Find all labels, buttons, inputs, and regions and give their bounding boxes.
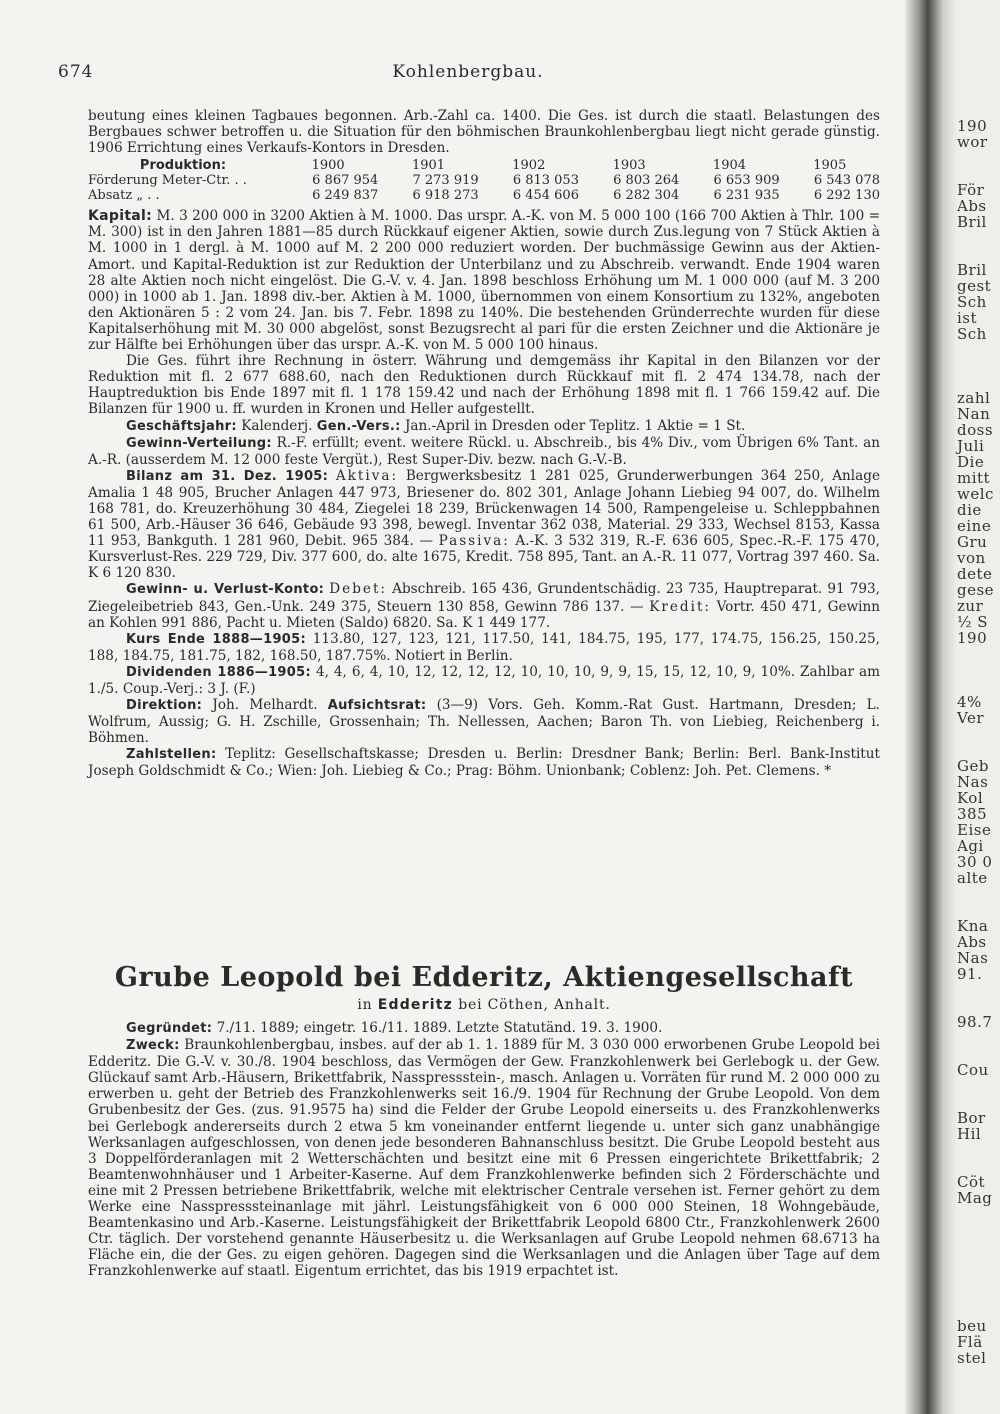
fragment-line: Bril bbox=[957, 213, 987, 231]
fragment-line: Die bbox=[957, 453, 985, 471]
direktion-label: Direktion: bbox=[126, 698, 203, 714]
fragment-line: ist bbox=[957, 309, 978, 327]
passiva-label: Passiva: bbox=[438, 533, 510, 550]
fragment-line: Sch bbox=[957, 325, 987, 343]
aufsichtsrat-text: (3—9) Vors. Geh. Komm.-Rat Gust. Hartmann, Dresden; L. Wolfrum, Aussig; G. H. Zschille, Grossenhain; Th. Nellessen, Aachen; Baron Th. von Liebieg, Reichenberg i. Böhmen. bbox=[88, 697, 880, 747]
geschaeftsjahr-label: Geschäftsjahr: bbox=[126, 418, 237, 434]
fragment-line: 190 bbox=[957, 117, 988, 135]
value-cell: 6 653 909 bbox=[713, 173, 780, 189]
fragment-line: 190 bbox=[957, 629, 988, 647]
fragment-line: gese bbox=[957, 581, 995, 599]
fragment-line: Flä bbox=[957, 1333, 983, 1351]
fragment-line: welc bbox=[957, 485, 994, 503]
gegruendet-label: Gegründet: bbox=[126, 1021, 213, 1036]
fragment-line: stel bbox=[957, 1349, 987, 1367]
production-label: Produktion: bbox=[139, 158, 227, 174]
fragment-line: 4% bbox=[957, 693, 982, 711]
fragment-line: beu bbox=[957, 1317, 987, 1335]
aufsichtsrat-label: Aufsichtsrat: bbox=[327, 698, 427, 714]
aktiva-text: Bergwerksbesitz 1 281 025, Grunderwerbungen 364 250, Anlage Amalia 1 48 905, Brucher Anlagen 447 973, Briesener do. 802 301, Anlage Johann Liebieg 94 007, do. Wilhelm 168 781, do. Kreuzerhöhung 30 484, Ziegelei 18 239, Brückenwagen 14 500, Rampengeleise u. Schleppbahnen 61 500, Arb.-Häuser 36 646, Gebäude 93 398, bewegl. Inventar 362 038, Material. 29 333, Wechsel 8153, Kassa 11 953, Bankguth. 1 281 960, Debit. 965 384. — bbox=[88, 467, 880, 550]
zahlstellen-label: Zahlstellen: bbox=[126, 747, 217, 763]
fragment-line: zur bbox=[957, 597, 984, 615]
value-cell: 6 543 078 bbox=[813, 173, 880, 189]
kredit-label: Kredit: bbox=[649, 598, 712, 615]
value-cell: 6 454 606 bbox=[512, 188, 579, 204]
gewinn-verteilung-section bbox=[88, 435, 880, 468]
dividenden-section bbox=[88, 664, 880, 697]
fragment-line: Eise bbox=[957, 821, 992, 839]
fragment-line: von bbox=[957, 549, 986, 567]
fragment-line: 91. bbox=[957, 965, 983, 983]
zahlstellen-section bbox=[88, 746, 880, 779]
gen-vers-text: Jan.-April in Dresden oder Teplitz. 1 Aktie = 1 St. bbox=[404, 417, 746, 434]
intro-paragraph: beutung eines kleinen Tagbaues begonnen. Arb.-Zahl ca. 1400. Die Ges. ist durch die staatl. Belastungen des Bergbaues schwer betroffen u. die Situation für den böhmischen Braunkohlenbergbau liegt nicht gerade günstig. 1906 Errichtung eines Verkaufs-Kontors in Dresden. bbox=[88, 108, 880, 157]
dividenden-label: Dividenden 1886—1905: bbox=[126, 664, 311, 680]
production-row bbox=[88, 188, 880, 203]
company2-location bbox=[88, 997, 880, 1013]
fragment-line: mitt bbox=[957, 469, 991, 487]
fragment-line: Abs bbox=[957, 197, 987, 215]
value-cell: 7 273 919 bbox=[412, 173, 479, 189]
zweck-text: Braunkohlenbergbau, insbes. auf der ab 1. 1. 1889 für M. 3 030 000 erworbenen Grube Leopold bei Edderitz. Die G.-V. v. 30./8. 1904 beschloss, das Vermögen der Gew. Franzkohlenwerk bei Gerlebogk u. der Gew. Glückauf samt Arb.-Häusern, Brikettfabrik, Nasspressstein-, masch. Anlagen u. Vorräten für rund M. 2 000 000 zu erwerben u. geht der Betrieb des Franzkohlenwerks seit 16./9. 1904 für Rechnung der Grube Leopold. Von dem Grubenbesitz der Ges. (zus. 91.9575 ha) sind die Felder der Grube Leopold einerseits u. des Franzkohlenwerks bei Gerlebogk andererseits durch 2 etwa 5 km voneinander entfernt liegende u. unter sich ganz unabhängige Werksanlagen aufgeschlossen, von denen jede besonderen Bahnanschluss besitzt. Die Grube Leopold besteht aus 3 Doppelförderanlagen mit 2 Wetterschächten und besitzt eine mit 6 Pressen eingerichtete Brikettfabrik; 2 Beamtenwohnhäuser und 1 Arbeiter-Kaserne. Auf dem Franzkohlenwerke befinden sich 2 Förderschächte und eine mit 2 Pressen betriebene Brikettfabrik, welche mit elektrischer Centrale versehen ist. Ferner gehört zu dem Werke eine Nasspresssteinanlage mit jährl. Leistungsfähigkeit von 6 000 000 Steinen, 18 Wohngebäude, Beamtenkasino und Arb.-Kaserne. Leistungsfähigkeit der Brikettfabrik Leopold 6800 Ctr., Franzkohlenwerk 2600 Ctr. täglich. Der vorstehend genannte Häuserbesitz u. die Werksanlagen auf Grube Leopold nehmen 68.6713 ha Fläche ein, die der Ges. zu eigen gehören. Dagegen sind die Werksanlagen und die Anlagen über Tage auf dem Franzkohlenwerke auf staatl. Eigentum errichtet, das bis 1919 erpachtet ist. bbox=[88, 1037, 880, 1280]
passiva-text: A.-K. 3 532 319, R.-F. 636 605, Spec.-R.-F. 175 470, Kursverlust-Res. 229 729, Div. 377 600, do. alte 1675, Kredit. 758 895, Tant. an A.-R. 11 077, Vortrag 397 460. Sa. K 6 120 830. bbox=[88, 533, 880, 582]
fragment-line: Ver bbox=[957, 709, 985, 727]
fragment-line: Cou bbox=[957, 1061, 989, 1079]
location-city: Edderitz bbox=[377, 997, 453, 1013]
fragment-line: För bbox=[957, 181, 985, 199]
row-label: Absatz „ . . bbox=[88, 188, 160, 204]
production-row bbox=[88, 173, 880, 188]
gewinn-verlust-label: Gewinn- u. Verlust-Konto: bbox=[126, 582, 325, 598]
fragment-line: Sch bbox=[957, 293, 987, 311]
company2-title: Grube Leopold bei Edderitz, Aktiengesellschaft bbox=[114, 962, 854, 993]
fragment-line: Gru bbox=[957, 533, 988, 551]
geschaeftsjahr-text: Kalenderj. bbox=[241, 417, 313, 434]
kurs-text: 113.80, 127, 123, 121, 117.50, 141, 184.75, 195, 177, 174.75, 156.25, 150.25, 188, 184.75, 181.75, 182, 168.50, 187.75%. Notiert in Berlin. bbox=[88, 630, 881, 664]
value-cell: 6 867 954 bbox=[312, 173, 379, 189]
fragment-line: Nan bbox=[957, 405, 991, 423]
gegruendet-text: 7./11. 1889; eingetr. 16./11. 1889. Letzte Statutänd. 19. 3. 1900. bbox=[216, 1020, 663, 1036]
fragment-line: Abs bbox=[957, 933, 987, 951]
fragment-line: Mag bbox=[957, 1189, 993, 1207]
gen-vers-label: Gen.-Vers.: bbox=[316, 418, 401, 434]
gewinn-verlust-section bbox=[88, 581, 880, 630]
page-number: 674 bbox=[58, 62, 94, 82]
value-cell: 6 803 264 bbox=[613, 173, 680, 189]
value-cell: 6 282 304 bbox=[613, 188, 680, 204]
bilanz-label: Bilanz am 31. Dez. 1905: bbox=[126, 468, 329, 484]
year-cell: 1904 bbox=[712, 158, 747, 174]
direktion-text: Joh. Melhardt. bbox=[212, 697, 318, 714]
fragment-line: Juli bbox=[957, 437, 985, 455]
gewinn-verteilung-label: Gewinn-Verteilung: bbox=[126, 435, 272, 451]
fragment-line: Hil bbox=[957, 1125, 982, 1143]
kapital-text-2: Die Ges. führt ihre Rechnung in österr. Währung und demgemäss ihr Kapital in den Bilanzen vor der Reduktion mit fl. 2 677 688.60, nach den Reduktionen durch Rückkauf mit fl. 2 474 134.78, nach der Hauptreduktion bis Ende 1897 mit fl. 1 178 159.42 und nach der Erhöhung 1898 mit fl. 1 766 159.42 auf. Die Bilanzen für 1900 u. ff. wurden in Kronen und Heller aufgestellt. bbox=[88, 353, 880, 418]
adjacent-page bbox=[943, 0, 1000, 1414]
production-header-row bbox=[88, 158, 880, 173]
fragment-line: 30 0 bbox=[957, 853, 993, 871]
value-cell: 6 249 837 bbox=[312, 188, 379, 204]
fragment-line: 98.7 bbox=[957, 1013, 993, 1031]
company1-text bbox=[88, 108, 880, 780]
fragment-line: zahl bbox=[957, 389, 991, 407]
gegruendet-section bbox=[88, 1020, 880, 1037]
company2-text bbox=[88, 1020, 880, 1280]
fragment-line: Geb bbox=[957, 757, 989, 775]
fragment-line: Nas bbox=[957, 949, 989, 967]
bilanz-section bbox=[88, 468, 880, 582]
fragment-line: eine bbox=[957, 517, 992, 535]
fragment-line: gest bbox=[957, 277, 992, 295]
year-cell: 1903 bbox=[612, 158, 646, 174]
gewinn-verteilung-text: R.-F. erfüllt; event. weitere Rückl. u. Abschreib., bis 4% Div., vom Übrigen 6% Tant. an A.-R. (ausserdem M. 12 000 feste Vergüt.), Rest Super-Div. bezw. nach G.-V.-B. bbox=[88, 434, 880, 468]
direktion-section bbox=[88, 697, 880, 746]
value-cell: 6 231 935 bbox=[713, 188, 780, 204]
year-cell: 1902 bbox=[512, 158, 546, 174]
fragment-line: Bril bbox=[957, 261, 987, 279]
fragment-line: Cöt bbox=[957, 1173, 986, 1191]
kredit-text: Vortr. 450 471, Gewinn an Kohlen 991 886, Pacht u. Mieten (Saldo) 6820. Sa. K 1 449 177. bbox=[88, 598, 880, 631]
aktiva-label: Aktiva: bbox=[335, 467, 399, 484]
production-table bbox=[88, 158, 880, 203]
fragment-line: Bor bbox=[957, 1109, 986, 1127]
kapital-text: M. 3 200 000 in 3200 Aktien à M. 1000. Das urspr. A.-K. von M. 5 000 100 (166 700 Aktien à Thlr. 100 = M. 300) ist in den Jahren 1881—85 durch Rückkauf eigener Aktien, sowie durch Zus.legung von 7 Stück Aktien à M. 1000 in 1 dergl. à M. 1000 auf M. 2 200 000 reduziert worden. Der buchmässige Gewinn aus der Aktien-Amort. und Kapital-Reduktion ist zur Reduktion der Unterbilanz und zu Abschreib. verwandt. Ende 1904 waren 28 alte Aktien noch nicht eingelöst. Die G.-V. v. 4. Jan. 1898 beschloss Erhöhung um M. 1 000 000 (auf M. 3 200 000) in 1000 ab 1. Jan. 1898 div.-ber. Aktien à M. 1000, übernommen von einem Konsortium zu 132%, angeboten den Aktionären 5 : 2 vom 24. Jan. bis 7. Febr. 1898 zu 140%. Die bestehenden Gründerrechte wurden für diese Kapitalserhöhung mit M. 30 000 abgelöst, sonst Bezugsrecht al pari für die ersten Zeichner und die Aktionäre je zur Hälfte bei Erhöhungen über das urspr. A.-K. von M. 5 000 100 hinaus. bbox=[88, 208, 881, 354]
kurs-label: Kurs Ende 1888—1905: bbox=[126, 631, 306, 647]
zweck-section bbox=[88, 1037, 880, 1279]
fragment-line: die bbox=[957, 501, 982, 519]
year-cell: 1901 bbox=[411, 158, 446, 174]
kurs-section bbox=[88, 631, 880, 664]
fragment-line: wor bbox=[957, 133, 988, 151]
kapital-label: Kapital: bbox=[88, 208, 153, 225]
kapital-section bbox=[88, 208, 880, 353]
fragment-line: Kna bbox=[957, 917, 989, 935]
year-cell: 1900 bbox=[311, 158, 345, 174]
year-cell: 1905 bbox=[813, 158, 847, 174]
fragment-line: Nas bbox=[957, 773, 989, 791]
fragment-line: dete bbox=[957, 565, 993, 583]
row-label: Förderung Meter-Ctr. . . bbox=[88, 173, 247, 189]
fragment-line: doss bbox=[957, 421, 994, 439]
debet-text: Abschreib. 165 436, Grundentschädig. 23 735, Hauptreparat. 91 793, Ziegeleibetrieb 843, Gen.-Unk. 249 375, Steuern 130 858, Gewinn 786 137. — bbox=[88, 581, 880, 615]
location-prefix: in bbox=[357, 997, 373, 1013]
geschaeftsjahr-section bbox=[88, 418, 880, 435]
fragment-line: alte bbox=[957, 869, 988, 887]
running-title: Kohlenbergbau. bbox=[392, 62, 544, 82]
debet-label: Debet: bbox=[329, 581, 388, 598]
zahlstellen-text: Teplitz: Gesellschaftskasse; Dresden u. Berlin: Dresdner Bank; Berlin: Berl. Bank-Institut Joseph Goldschmidt & Co.; Wien: Joh. Liebieg & Co.; Prag: Böhm. Unionbank; Coblenz: Joh. Pet. Clemens. * bbox=[88, 746, 880, 780]
value-cell: 6 292 130 bbox=[813, 188, 880, 204]
dividenden-text: 4, 4, 6, 4, 10, 12, 12, 12, 12, 10, 10, 10, 9, 9, 15, 15, 12, 10, 9, 10%. Zahlbar am 1./5. Coup.-Verj.: 3 J. (F.) bbox=[88, 663, 880, 697]
value-cell: 6 918 273 bbox=[412, 188, 479, 204]
fragment-line: Kol bbox=[957, 789, 984, 807]
book-gutter bbox=[905, 0, 943, 1414]
zweck-label: Zweck: bbox=[126, 1038, 180, 1054]
location-suffix: bei Cöthen, Anhalt. bbox=[458, 997, 611, 1013]
fragment-line: ½ S bbox=[957, 613, 989, 631]
page-header bbox=[58, 62, 878, 86]
value-cell: 6 813 053 bbox=[512, 173, 579, 189]
fragment-line: Agi bbox=[957, 837, 984, 855]
fragment-line: 385 bbox=[957, 805, 988, 823]
